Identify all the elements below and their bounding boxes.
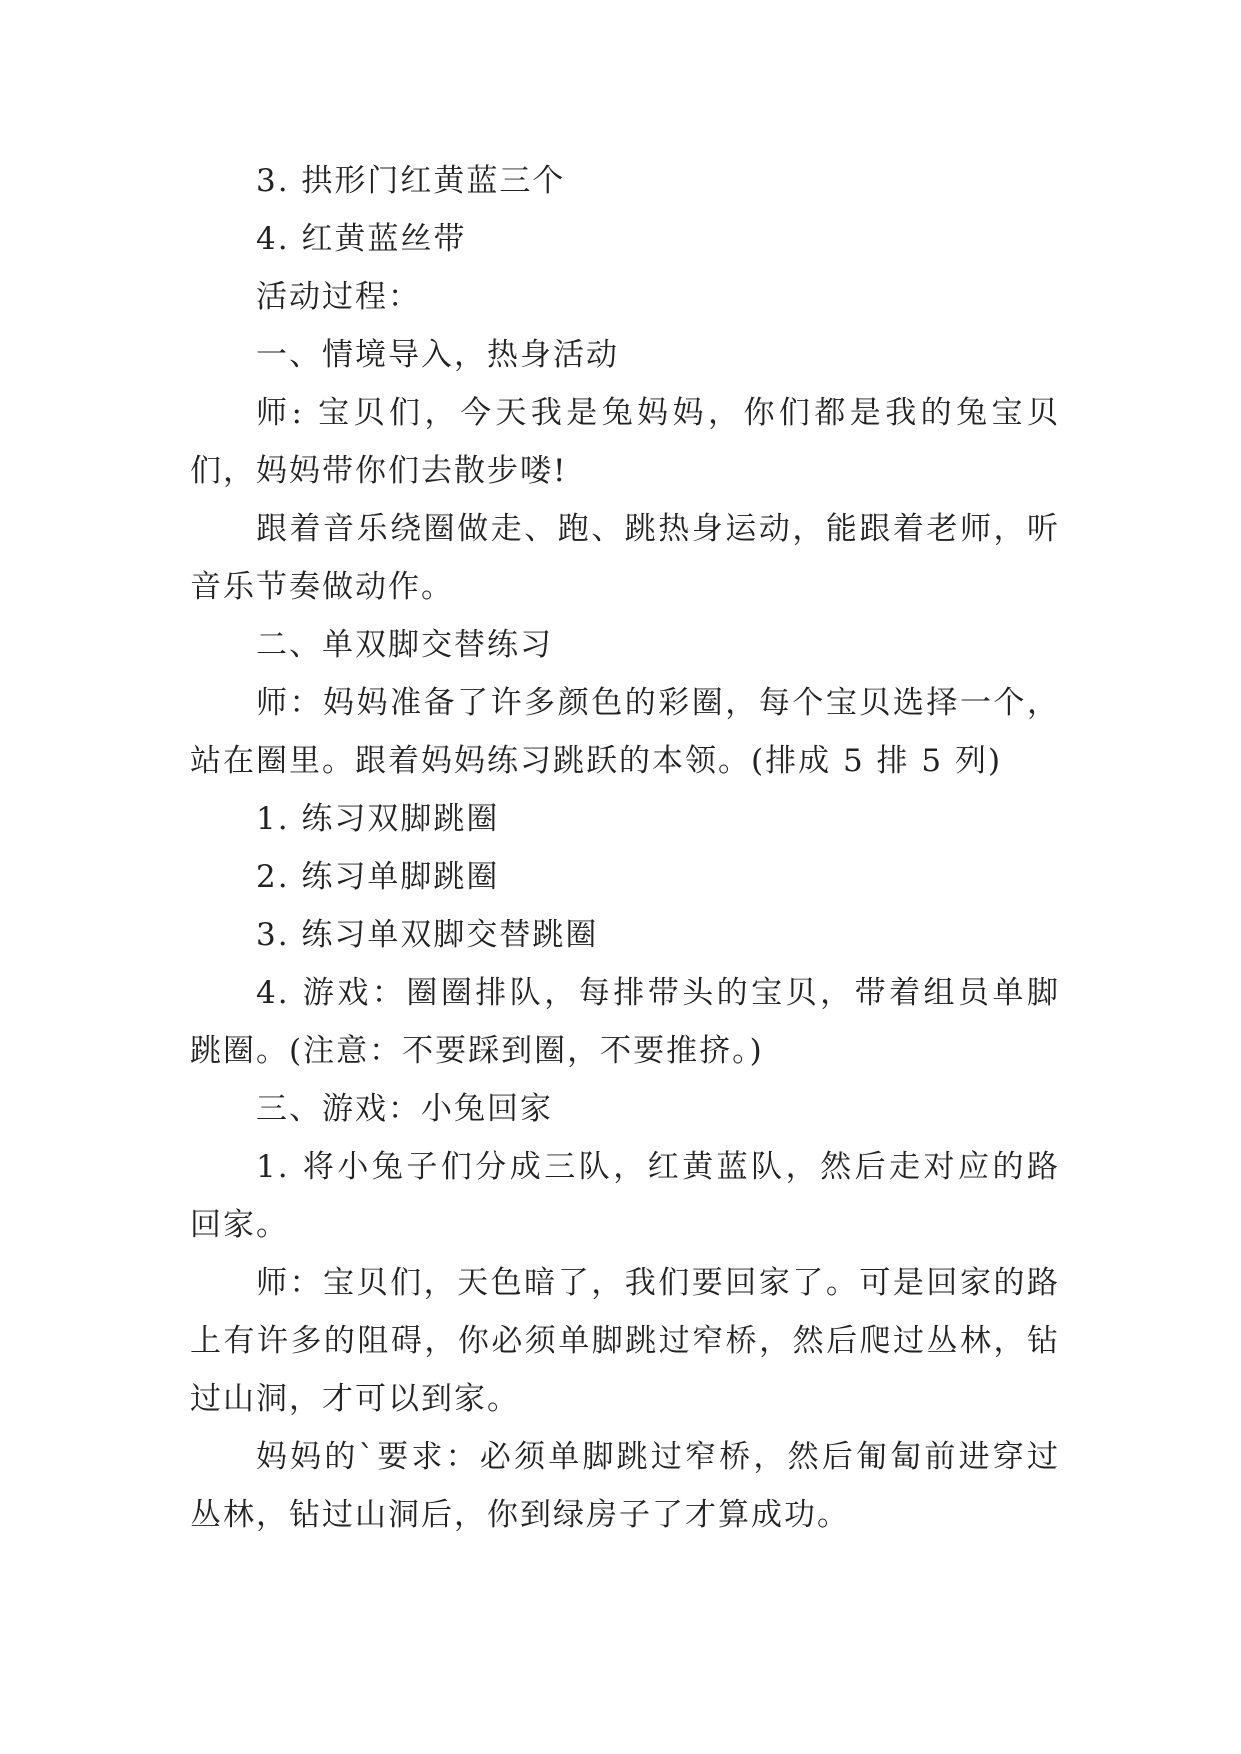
list-item-practice-2: 2. 练习单脚跳圈 [256, 859, 500, 895]
paragraph-teacher-go-home: 师：宝贝们，天色暗了，我们要回家了。可是回家的路上有许多的阻碍，你必须单脚跳过窄桥，然后爬过丛林，钻过山洞，才可以到家。 [190, 1265, 1060, 1417]
list-item-material-3: 3. 拱形门红黄蓝三个 [256, 163, 566, 199]
list-item-practice-4: 4. 游戏：圈圈排队，每排带头的宝贝，带着组员单脚跳圈。(注意：不要踩到圈，不要推挤。) [190, 975, 1060, 1069]
list-item-material-4: 4. 红黄蓝丝带 [256, 221, 467, 257]
document-body [190, 152, 1060, 1544]
paragraph-teacher-hoops: 师：妈妈准备了许多颜色的彩圈，每个宝贝选择一个，站在圈里。跟着妈妈练习跳跃的本领。(排成 5 排 5 列) [190, 685, 1060, 779]
paragraph-warmup: 跟着音乐绕圈做走、跑、跳热身运动，能跟着老师，听音乐节奏做动作。 [190, 511, 1060, 605]
section-heading-activity-process: 活动过程： [256, 279, 421, 315]
paragraph-teacher-intro: 师: 宝贝们，今天我是兔妈妈，你们都是我的兔宝贝们，妈妈带你们去散步喽! [190, 395, 1060, 489]
list-item-game-1: 1. 将小兔子们分成三队，红黄蓝队，然后走对应的路回家。 [190, 1149, 1060, 1243]
paragraph-mother-requirements: 妈妈的`要求：必须单脚跳过窄桥，然后匍匐前进穿过丛林，钻过山洞后，你到绿房子了才算成功。 [190, 1439, 1060, 1533]
list-item-practice-1: 1. 练习双脚跳圈 [256, 801, 500, 837]
list-item-practice-3: 3. 练习单双脚交替跳圈 [256, 917, 599, 953]
section-heading-part-1: 一、情境导入，热身活动 [256, 337, 619, 373]
section-heading-part-3: 三、游戏：小兔回家 [256, 1091, 553, 1127]
section-heading-part-2: 二、单双脚交替练习 [256, 627, 553, 663]
